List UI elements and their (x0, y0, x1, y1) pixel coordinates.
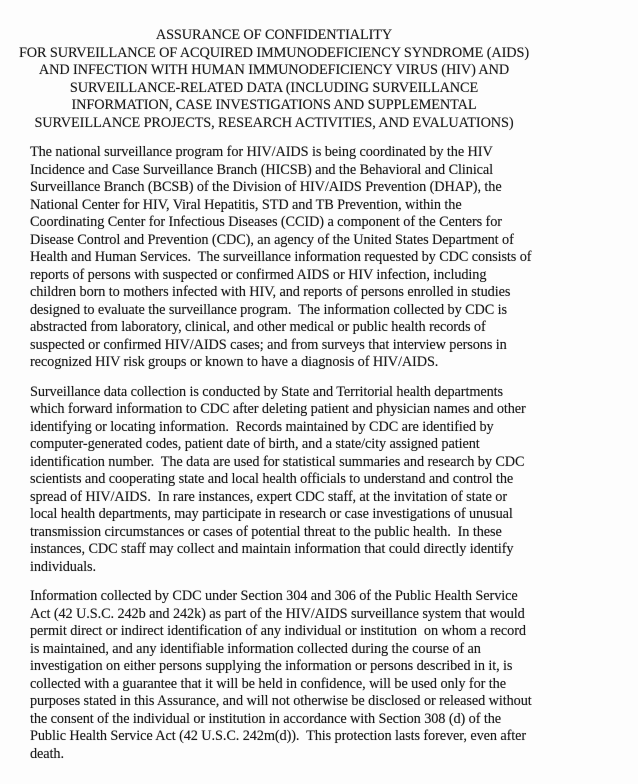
text-line: transmission circumstances or cases of potential threat to the public health. In these (30, 523, 502, 540)
text-line: National Center for HIV, Viral Hepatitis, STD and TB Prevention, within the (30, 196, 462, 213)
text-line: individuals. (30, 558, 96, 575)
text-line: computer-generated codes, patient date of birth, and a state/city assigned patient (30, 436, 480, 452)
text-line: spread of HIV/AIDS. In rare instances, expert CDC staff, at the invitation of state or (30, 488, 507, 505)
title-line: SURVEILLANCE PROJECTS, RESEARCH ACTIVITIES, AND EVALUATIONS) (34, 114, 514, 131)
text-line: collected with a guarantee that it will be held in confidence, will be used only for the (30, 675, 506, 692)
title-line: INFORMATION, CASE INVESTIGATIONS AND SUPPLEMENTAL (71, 97, 477, 113)
text-line: Surveillance Branch (BCSB) of the Division of HIV/AIDS Prevention (DHAP), the (30, 179, 502, 195)
text-line: purposes stated in this Assurance, and will not otherwise be disclosed or released without (30, 693, 532, 709)
text-line: Incidence and Case Surveillance Branch (HICSB) and the Behavioral and Clinical (30, 161, 494, 178)
title-line: ASSURANCE OF CONFIDENTIALITY (155, 27, 393, 43)
text-line: is maintained, and any identifiable information collected during the course of an (30, 640, 481, 657)
paragraph (30, 144, 618, 372)
text-line: The national surveillance program for HIV/AIDS is being coordinated by the HIV (30, 144, 493, 160)
text-line: Surveillance data collection is conducted by State and Territorial health departments (30, 383, 503, 400)
text-line: Health and Human Services. The surveillance information requested by CDC consists of (30, 249, 532, 265)
text-line: instances, CDC staff may collect and maintain information that could directly identify (30, 541, 514, 557)
text-line: abstracted from laboratory, clinical, and other medical or public health records of (30, 319, 486, 335)
text-line: recognized HIV risk groups or known to have a diagnosis of HIV/AIDS. (30, 354, 439, 370)
document-body (30, 144, 618, 763)
text-line: children born to mothers infected with HIV, and reports of persons enrolled in studies (30, 284, 511, 300)
text-line: scientists and cooperating state and local health officials to understand and control the (30, 471, 514, 487)
text-line: death. (30, 745, 64, 762)
text-line: suspected or confirmed HIV/AIDS cases; and from surveys that interview persons in (30, 336, 507, 353)
text-line: local health departments, may participate in research or case investigations of unusual (30, 506, 513, 522)
document-title (0, 0, 548, 132)
text-line: designed to evaluate the surveillance program. The information collected by CDC is (30, 301, 507, 318)
title-line: FOR SURVEILLANCE OF ACQUIRED IMMUNODEFICIENCY SYNDROME (AIDS) (18, 44, 530, 61)
text-line: identification number. The data are used for statistical summaries and research by CDC (30, 453, 525, 470)
text-line: investigation on either persons supplying the information or persons described in it, is (30, 658, 513, 674)
text-line: Information collected by CDC under Section 304 and 306 of the Public Health Service (30, 588, 518, 604)
text-line: Act (42 U.S.C. 242b and 242k) as part of the HIV/AIDS surveillance system that would (30, 605, 525, 622)
paragraph (30, 588, 618, 763)
title-line: AND INFECTION WITH HUMAN IMMUNODEFICIENCY VIRUS (HIV) AND (38, 62, 510, 78)
paragraph (30, 384, 618, 577)
text-line: permit direct or indirect identification of any individual or institution on whom a record (30, 623, 526, 639)
text-line: the consent of the individual or institution in accordance with Section 308 (d) of the (30, 710, 502, 727)
text-line: which forward information to CDC after deleting patient and physician names and other (30, 401, 526, 417)
text-line: Coordinating Center for Infectious Diseases (CCID) a component of the Centers for (30, 214, 502, 230)
text-line: identifying or locating information. Records maintained by CDC are identified by (30, 418, 494, 435)
text-line: reports of persons with suspected or confirmed AIDS or HIV infection, including (30, 266, 487, 283)
text-line: Disease Control and Prevention (CDC), an agency of the United States Department of (30, 231, 514, 248)
title-line: SURVEILLANCE-RELATED DATA (INCLUDING SURVEILLANCE (69, 79, 479, 96)
text-line: Public Health Service Act (42 U.S.C. 242m(d)). This protection lasts forever, even after (30, 728, 527, 744)
